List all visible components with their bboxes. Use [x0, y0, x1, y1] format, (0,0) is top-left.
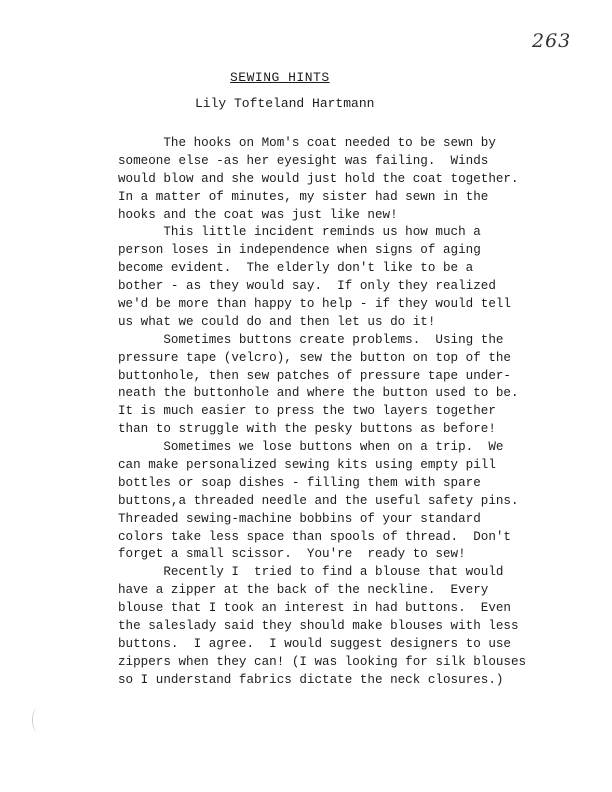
text-line: colors take less space than spools of thread. Don't: [118, 529, 511, 544]
text-line: become evident. The elderly don't like to be a: [118, 261, 474, 276]
text-line: bother - as they would say. If only they realized: [118, 279, 496, 294]
text-line: than to struggle with the pesky buttons as before!: [118, 422, 496, 437]
paragraph: [118, 135, 612, 224]
text-line: can make personalized sewing kits using empty pill: [118, 458, 496, 473]
text-line: neath the buttonhole and where the button used to be.: [118, 386, 519, 401]
text-line: someone else -as her eyesight was failing. Winds: [118, 153, 489, 168]
text-line: blouse that I took an interest in had buttons. Even: [118, 601, 511, 616]
text-line: zippers when they can! (I was looking for silk blouses: [118, 654, 527, 669]
text-line: buttons,a threaded needle and the useful safety pins.: [118, 493, 519, 508]
text-line: Sometimes we lose buttons when on a trip. We: [118, 440, 504, 455]
author-byline: Lily Tofteland Hartmann: [195, 96, 375, 111]
text-line: bottles or soap dishes - filling them with spare: [118, 475, 481, 490]
text-line: have a zipper at the back of the neckline. Every: [118, 583, 489, 598]
text-line: pressure tape (velcro), sew the button on top of the: [118, 350, 511, 365]
paragraph: [118, 439, 612, 564]
text-line: In a matter of minutes, my sister had sewn in the: [118, 189, 489, 204]
text-line: would blow and she would just hold the coat together.: [118, 171, 519, 186]
text-line: so I understand fabrics dictate the neck closures.): [118, 672, 504, 687]
paragraph: [118, 332, 612, 439]
text-line: hooks and the coat was just like new!: [118, 207, 398, 222]
paragraph: [118, 224, 612, 331]
text-line: us what we could do and then let us do it!: [118, 314, 436, 329]
document-title: SEWING HINTS: [230, 70, 330, 85]
text-line: person loses in independence when signs of aging: [118, 243, 481, 258]
text-line: It is much easier to press the two layers together: [118, 404, 496, 419]
page-number: 263: [532, 30, 572, 52]
text-line: the saleslady said they should make blouses with less: [118, 619, 519, 634]
body-text: [118, 135, 612, 690]
text-line: buttons. I agree. I would suggest designers to use: [118, 636, 511, 651]
paragraph: [118, 564, 612, 689]
text-line: Recently I tried to find a blouse that would: [118, 565, 504, 580]
text-line: Threaded sewing-machine bobbins of your standard: [118, 511, 481, 526]
text-line: The hooks on Mom's coat needed to be sewn by: [118, 136, 496, 150]
text-line: Sometimes buttons create problems. Using the: [118, 332, 504, 347]
text-line: forget a small scissor. You're ready to sew!: [118, 547, 466, 562]
text-line: we'd be more than happy to help - if they would tell: [118, 297, 511, 312]
page-edge-mark: [32, 708, 43, 732]
text-line: This little incident reminds us how much a: [118, 225, 481, 240]
text-line: buttonhole, then sew patches of pressure tape under-: [118, 368, 511, 383]
